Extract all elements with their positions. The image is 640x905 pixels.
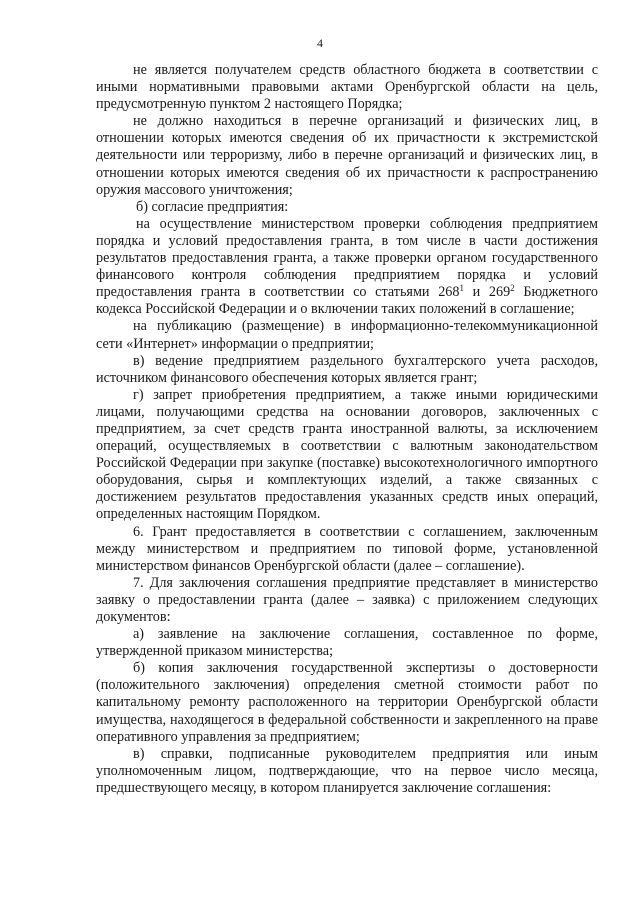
consent-inspection-text-before: на осуществление министерством проверки соблюдения предприятием порядка и условий предоставления гранта, в том числе в части достижения результатов предоставления гранта, а также проверки органом государственного финансового контроля соблюдения предприятием порядка и условий предоставления гранта в соответствии со статьями 268 xyxy=(96,215,598,301)
paragraph-currency-ban: г) запрет приобретения предприятием, а также иными юридическими лицами, получающими средства на основании договоров, заключенных с предприятием, за счет средств гранта иностранной валюты, за исключением операций, осуществляемых в соответствии с валютным законодательством Российской Федерации при закупке (поставке) высокотехнологичного импортного оборудования, сырья и комплектующих изделий, а также связанных с достижением результатов предоставления указанных средств иных операций, определенных настоящим Порядком. xyxy=(96,386,598,523)
paragraph-item-6: 6. Грант предоставляется в соответствии с соглашением, заключенным между министерством и предприятием по типовой форме, установленной министерством финансов Оренбургской области (далее – соглашение). xyxy=(96,523,598,574)
document-body xyxy=(96,62,598,797)
page-number: 4 xyxy=(317,36,323,50)
consent-inspection-text-middle: и 269 xyxy=(463,284,511,301)
paragraph-consent-publication: на публикацию (размещение) в информационно-телекоммуникационной сети «Интернет» информации о предприятии; xyxy=(96,318,598,352)
paragraph-consent-inspection xyxy=(96,216,598,319)
paragraph-item-7a: а) заявление на заключение соглашения, составленное по форме, утвержденной приказом министерства; xyxy=(96,626,598,660)
paragraph-consent-heading: б) согласие предприятия: xyxy=(136,198,289,215)
article-269-superscript: 2 xyxy=(510,283,515,294)
consent-inspection-text-after: Бюджетного кодекса Российской Федерации и о включении таких положений в соглашение; xyxy=(96,284,598,318)
article-268-superscript: 1 xyxy=(459,283,464,294)
paragraph-separate-accounting: в) ведение предприятием раздельного бухгалтерского учета расходов, источником финансового обеспечения которых является грант; xyxy=(96,352,598,386)
paragraph-item-7b: б) копия заключения государственной экспертизы о достоверности (положительного заключения) определения сметной стоимости работ по капитальному ремонту расположенного на территории Оренбургской области имущества, находящегося в федеральной собственности и закрепленного на праве оперативного управления за предприятием; xyxy=(96,660,598,745)
paragraph-item-7: 7. Для заключения соглашения предприятие представляет в министерство заявку о предоставлении гранта (далее – заявка) с приложением следующих документов: xyxy=(96,574,598,625)
paragraph-budget-recipient: не является получателем средств областного бюджета в соответствии с иными нормативными правовыми актами Оренбургской области на цель, предусмотренную пунктом 2 настоящего Порядка; xyxy=(96,62,598,113)
paragraph-extremism-list: не должно находиться в перечне организаций и физических лиц, в отношении которых имеются сведения об их причастности к экстремистской деятельности или терроризму, либо в перечне организаций и физических лиц, в отношении которых имеются сведения об их причастности к распространению оружия массового уничтожения; xyxy=(96,113,598,198)
paragraph-item-7c: в) справки, подписанные руководителем предприятия или иным уполномоченным лицом, подтверждающие, что на первое число месяца, предшествующего месяцу, в котором планируется заключение соглашения: xyxy=(96,745,598,796)
